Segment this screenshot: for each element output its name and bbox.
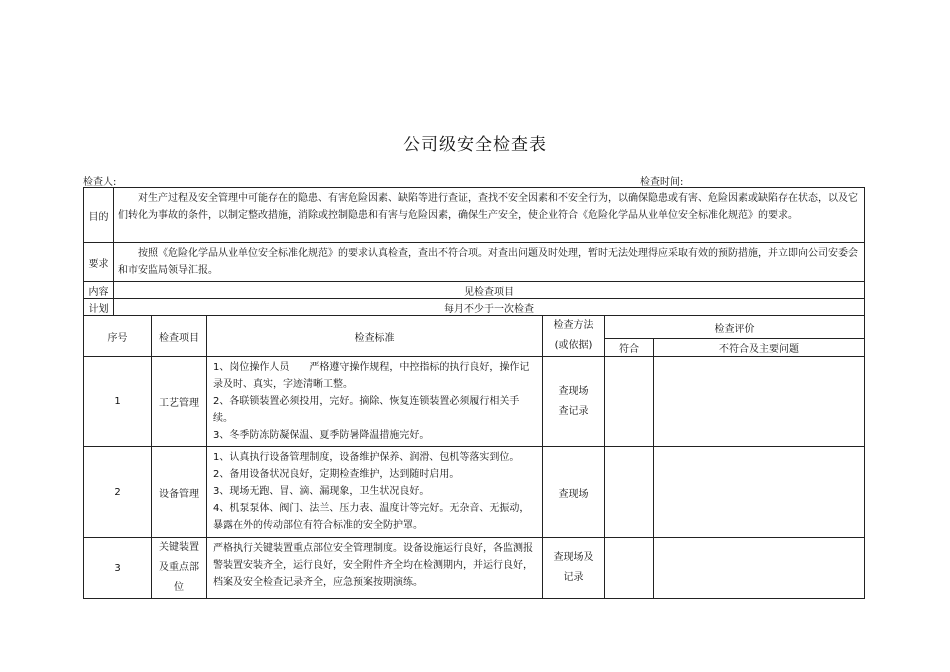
purpose-text: 对生产过程及安全管理中可能存在的隐患、有害危险因素、缺陷等进行查证，查找不安全因素和不安全行为，以确保隐患或有害、危险因素或缺陷存在状态，以及它们转化为事故的条件，以制定整改措施，消除或控制隐患和有害与危险因素，确保生产安全，使企业符合《危险化学品从业单位安全标准化规范》的要求。 bbox=[114, 188, 865, 243]
row-seq: 1 bbox=[84, 357, 152, 447]
row-item: 设备管理 bbox=[152, 447, 207, 538]
row-item bbox=[152, 538, 207, 599]
header-method-line1: 检查方法 bbox=[553, 320, 594, 331]
nonconform-cell bbox=[654, 357, 865, 447]
method-line: 查现场及 bbox=[553, 552, 594, 563]
requirement-row bbox=[84, 243, 865, 282]
page-title: 公司级安全检查表 bbox=[403, 135, 547, 155]
standard-line: 3、现场无跑、冒、滴、漏现象，卫生状况良好。 bbox=[213, 486, 430, 497]
row-seq: 3 bbox=[84, 538, 152, 599]
header-item: 检查项目 bbox=[152, 316, 207, 357]
method-line: 查记录 bbox=[558, 405, 589, 417]
row-item: 工艺管理 bbox=[152, 357, 207, 447]
method-line: 查现场 bbox=[558, 385, 589, 397]
header-seq: 序号 bbox=[84, 316, 152, 357]
item-line: 关键装置 bbox=[159, 542, 199, 553]
header-method bbox=[543, 316, 605, 357]
requirement-label: 要求 bbox=[84, 243, 114, 282]
content-row bbox=[84, 282, 865, 299]
purpose-row bbox=[84, 188, 865, 243]
row-standard bbox=[207, 357, 543, 447]
nonconform-cell bbox=[654, 538, 865, 599]
plan-value: 每月不少于一次检查 bbox=[114, 299, 865, 316]
standard-line: 3、冬季防冻防凝保温、夏季防暑降温措施完好。 bbox=[213, 430, 430, 441]
header-row bbox=[84, 316, 865, 339]
conform-cell bbox=[605, 538, 654, 599]
row-standard bbox=[207, 447, 543, 538]
row-standard bbox=[207, 538, 543, 599]
standard-line: 1、岗位操作人员 严格遵守操作规程，中控指标的执行良好，操作记录及时、真实，字迹清晰工整。 bbox=[213, 362, 530, 390]
inspection-time-label: 检查时间: bbox=[640, 177, 684, 188]
standard-line: 2、备用设备状况良好，定期检查维护，达到随时启用。 bbox=[213, 469, 460, 480]
item-line: 位 bbox=[174, 582, 184, 593]
standard-line: 2、各联锁装置必须投用，完好。摘除、恢复连锁装置必须履行相关手续。 bbox=[213, 396, 520, 424]
conform-cell bbox=[605, 447, 654, 538]
header-nonconform: 不符合及主要问题 bbox=[654, 339, 865, 357]
inspection-table bbox=[83, 187, 865, 599]
row-method: 查现场 bbox=[543, 447, 605, 538]
content-value: 见检查项目 bbox=[114, 282, 865, 299]
header-method-line2: (或依据) bbox=[554, 340, 593, 351]
row-method bbox=[543, 357, 605, 447]
table-row bbox=[84, 538, 865, 599]
standard-line: 4、机泵泵体、阀门、法兰、压力表、温度计等完好。无杂音、无振动，暴露在外的传动部位有符合标准的安全防护罩。 bbox=[213, 503, 530, 531]
purpose-label: 目的 bbox=[84, 188, 114, 243]
header-standard: 检查标准 bbox=[207, 316, 543, 357]
plan-row bbox=[84, 299, 865, 316]
standard-line: 1、认真执行设备管理制度，设备维护保养、润滑、包机等落实到位。 bbox=[213, 452, 520, 463]
item-line: 及重点部 bbox=[159, 562, 199, 573]
table-row bbox=[84, 447, 865, 538]
conform-cell bbox=[605, 357, 654, 447]
row-method bbox=[543, 538, 605, 599]
header-evaluation: 检查评价 bbox=[605, 316, 865, 339]
nonconform-cell bbox=[654, 447, 865, 538]
row-seq: 2 bbox=[84, 447, 152, 538]
table-row bbox=[84, 357, 865, 447]
requirement-text: 按照《危险化学品从业单位安全标准化规范》的要求认真检查，查出不符合项。对查出问题及时处理，暂时无法处理得应采取有效的预防措施，并立即向公司安委会和市安监局领导汇报。 bbox=[114, 243, 865, 282]
standard-line: 严格执行关键装置重点部位安全管理制度。设备设施运行良好，各监测报警装置安装齐全，运行良好，安全附件齐全均在检测期内，并运行良好，档案及安全检查记录齐全，应急预案按期演练。 bbox=[213, 543, 533, 588]
method-line: 记录 bbox=[563, 572, 584, 583]
plan-label: 计划 bbox=[84, 299, 114, 316]
inspector-label: 检查人: bbox=[83, 177, 117, 188]
content-label: 内容 bbox=[84, 282, 114, 299]
header-conform: 符合 bbox=[605, 339, 654, 357]
